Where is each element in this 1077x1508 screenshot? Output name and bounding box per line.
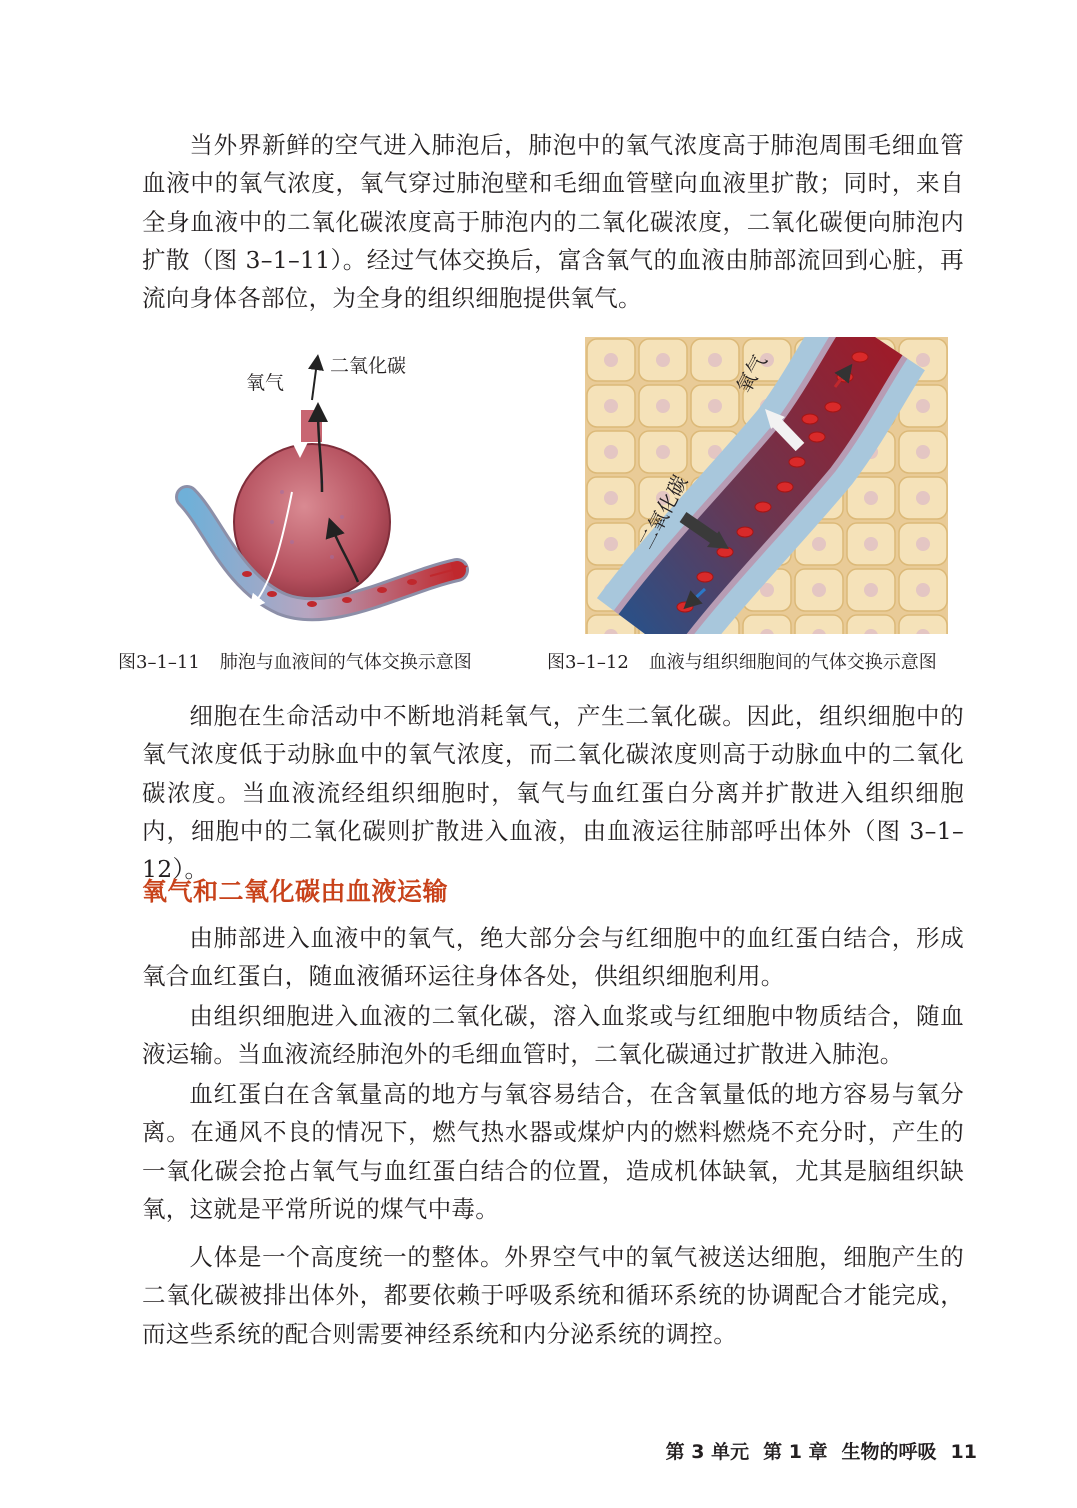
paragraph-alveolar-exchange: 当外界新鲜的空气进入肺泡后，肺泡中的氧气浓度高于肺泡周围毛细血管血液中的氧气浓度，氧气穿过肺泡壁和毛细血管壁向血液里扩散；同时，来自全身血液中的二氧化碳浓度高于肺泡内的二氧化碳浓度，二氧化碳便向肺泡内扩散（图 3–1–11）。经过气体交换后，富含氧气的血液由肺部流回到心脏，再流向身体各部位，为全身的组织细胞提供氧气。 (142, 131, 964, 313)
figure2-oxygen-label: 氧气 (731, 350, 772, 398)
section-heading: 氧气和二氧化碳由血液运输 (142, 877, 449, 906)
footer-chapter-title: 生物的呼吸 (841, 1441, 937, 1463)
paragraph-body-integration: 人体是一个高度统一的整体。外界空气中的氧气被送达细胞，细胞产生的二氧化碳被排出体外，都要依赖于呼吸系统和循环系统的协调配合才能完成，而这些系统的配合则需要神经系统和内分泌系统的调控。 (142, 1243, 964, 1348)
paragraph-oxygen-transport: 由肺部进入血液中的氧气，绝大部分会与红细胞中的血红蛋白结合，形成氧合血红蛋白，随血液循环运往身体各处，供组织细胞利用。 (142, 924, 964, 991)
figure2-caption (547, 648, 937, 674)
page-footer (666, 1437, 977, 1464)
figure1-co2-label: 二氧化碳 (330, 355, 407, 377)
figure2-number: 图3–1–12 (547, 652, 629, 673)
page-number: 11 (950, 1441, 977, 1463)
figure1-title: 肺泡与血液间的气体交换示意图 (219, 652, 472, 673)
figure1-oxygen-label: 氧气 (246, 372, 285, 394)
figure2-title: 血液与组织细胞间的气体交换示意图 (648, 652, 937, 673)
figure2-co2-label: 二氧化碳 (633, 471, 693, 554)
figure1-number: 图3–1–11 (118, 652, 200, 673)
paragraph-carbon-monoxide: 血红蛋白在含氧量高的地方与氧容易结合，在含氧量低的地方容易与氧分离。在通风不良的情况下，燃气热水器或煤炉内的燃料燃烧不充分时，产生的一氧化碳会抢占氧气与血红蛋白结合的位置，造成机体缺氧，尤其是脑组织缺氧，这就是平常所说的煤气中毒。 (142, 1080, 964, 1223)
figure1-caption (118, 648, 472, 674)
paragraph-tissue-exchange: 细胞在生命活动中不断地消耗氧气，产生二氧化碳。因此，组织细胞中的氧气浓度低于动脉血中的氧气浓度，而二氧化碳浓度则高于动脉血中的二氧化碳浓度。当血液流经组织细胞时，氧气与血红蛋白分离并扩散进入组织细胞内，细胞中的二氧化碳则扩散进入血液，由血液运往肺部呼出体外（图 3–1–12）。 (142, 702, 964, 884)
tissue-capillary-diagram (585, 337, 948, 634)
paragraph-co2-transport: 由组织细胞进入血液的二氧化碳，溶入血浆或与红细胞中物质结合，随血液运输。当血液流经肺泡外的毛细血管时，二氧化碳通过扩散进入肺泡。 (142, 1002, 964, 1069)
footer-unit: 第 3 单元 (665, 1441, 750, 1463)
footer-chapter: 第 1 章 (763, 1441, 828, 1463)
alveolus-diagram (172, 342, 472, 642)
